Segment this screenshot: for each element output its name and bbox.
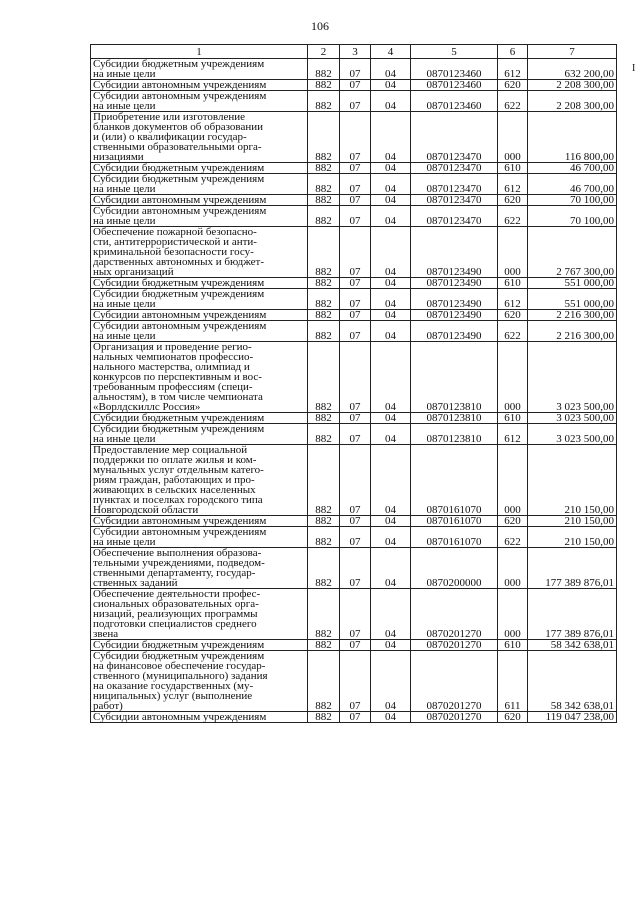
row-name-line: Субсидии бюджетным учреждениям bbox=[93, 639, 265, 651]
column-number: 5 bbox=[411, 45, 498, 59]
column-number: 2 bbox=[308, 45, 340, 59]
target-item-code: 0870123470 bbox=[411, 174, 498, 195]
table-row bbox=[91, 289, 617, 310]
target-item-code: 0870123490 bbox=[411, 289, 498, 310]
amount: 210 150,00 bbox=[528, 445, 617, 516]
row-name-line: конкурсов по перспективным и вос- bbox=[93, 371, 262, 383]
row-name-line: ниципальных) услуг (выполнение bbox=[93, 690, 253, 702]
ministry-code: 882 bbox=[308, 589, 340, 640]
row-name bbox=[91, 651, 308, 712]
target-item-code: 0870123460 bbox=[411, 80, 498, 91]
amount: 119 047 238,00 bbox=[528, 712, 617, 723]
budget-table bbox=[90, 44, 617, 723]
margin-mark: I bbox=[632, 63, 636, 74]
ministry-code: 882 bbox=[308, 640, 340, 651]
row-name-line: на оказание государственных (му- bbox=[93, 680, 254, 692]
section-code: 07 bbox=[340, 548, 371, 589]
ministry-code: 882 bbox=[308, 80, 340, 91]
target-item-code: 0870123810 bbox=[411, 424, 498, 445]
row-name-line: дарственных автономных и бюджет- bbox=[93, 256, 265, 268]
ministry-code: 882 bbox=[308, 342, 340, 413]
row-name-line: риям граждан, работающих и про- bbox=[93, 474, 255, 486]
row-name bbox=[91, 227, 308, 278]
section-code: 07 bbox=[340, 321, 371, 342]
table-row bbox=[91, 640, 617, 651]
row-name-line: бланков документов об образовании bbox=[93, 121, 263, 133]
row-name bbox=[91, 206, 308, 227]
row-name bbox=[91, 321, 308, 342]
row-name-line: ственного (муниципального) задания bbox=[93, 670, 268, 682]
section-code: 07 bbox=[340, 80, 371, 91]
row-name-line: мунальных услуг отдельным катего- bbox=[93, 464, 264, 476]
row-name-line: на иные цели bbox=[93, 330, 156, 342]
expense-type-code: 620 bbox=[498, 80, 528, 91]
target-item-code: 0870201270 bbox=[411, 640, 498, 651]
row-name-line: звена bbox=[93, 628, 119, 640]
target-item-code: 0870123470 bbox=[411, 163, 498, 174]
amount: 2 208 300,00 bbox=[528, 91, 617, 112]
subsection-code: 04 bbox=[371, 174, 411, 195]
row-name bbox=[91, 278, 308, 289]
row-name-line: живающих в сельских населенных bbox=[93, 484, 256, 496]
section-code: 07 bbox=[340, 424, 371, 445]
table-row bbox=[91, 59, 617, 80]
row-name-line: на финансовое обеспечение государ- bbox=[93, 660, 266, 672]
section-code: 07 bbox=[340, 445, 371, 516]
table-row bbox=[91, 227, 617, 278]
row-name-line: на иные цели bbox=[93, 215, 156, 227]
expense-type-code: 000 bbox=[498, 445, 528, 516]
subsection-code: 04 bbox=[371, 91, 411, 112]
row-name-line: Субсидии бюджетным учреждениям bbox=[93, 162, 265, 174]
table-row bbox=[91, 589, 617, 640]
row-name-line: сиональных образовательных орга- bbox=[93, 598, 259, 610]
subsection-code: 04 bbox=[371, 321, 411, 342]
target-item-code: 0870201270 bbox=[411, 589, 498, 640]
row-name-line: Новгородской области bbox=[93, 504, 199, 516]
amount: 3 023 500,00 bbox=[528, 413, 617, 424]
ministry-code: 882 bbox=[308, 206, 340, 227]
row-name-line: Субсидии автономным учреждениям bbox=[93, 711, 267, 723]
table-row bbox=[91, 712, 617, 723]
ministry-code: 882 bbox=[308, 516, 340, 527]
column-number: 4 bbox=[371, 45, 411, 59]
row-name-line: Приобретение или изготовление bbox=[93, 111, 245, 123]
target-item-code: 0870123470 bbox=[411, 195, 498, 206]
table-row bbox=[91, 112, 617, 163]
row-name-line: Обеспечение деятельности профес- bbox=[93, 588, 261, 600]
row-name-line: ственных заданий bbox=[93, 577, 178, 589]
section-code: 07 bbox=[340, 163, 371, 174]
row-name-line: нальных чемпионатов профессио- bbox=[93, 351, 254, 363]
subsection-code: 04 bbox=[371, 527, 411, 548]
expense-type-code: 000 bbox=[498, 548, 528, 589]
row-name-line: Предоставление мер социальной bbox=[93, 444, 248, 456]
target-item-code: 0870123470 bbox=[411, 112, 498, 163]
amount: 210 150,00 bbox=[528, 527, 617, 548]
column-number: 3 bbox=[340, 45, 371, 59]
row-name-line: Субсидии бюджетным учреждениям bbox=[93, 288, 265, 300]
row-name-line: Субсидии бюджетным учреждениям bbox=[93, 412, 265, 424]
ministry-code: 882 bbox=[308, 424, 340, 445]
expense-type-code: 622 bbox=[498, 206, 528, 227]
expense-type-code: 620 bbox=[498, 195, 528, 206]
expense-type-code: 610 bbox=[498, 413, 528, 424]
subsection-code: 04 bbox=[371, 112, 411, 163]
column-number-row bbox=[91, 45, 617, 59]
row-name-line: на иные цели bbox=[93, 68, 156, 80]
section-code: 07 bbox=[340, 516, 371, 527]
expense-type-code: 610 bbox=[498, 163, 528, 174]
row-name bbox=[91, 548, 308, 589]
row-name bbox=[91, 516, 308, 527]
row-name-line: Организация и проведение регио- bbox=[93, 341, 252, 353]
table-row bbox=[91, 527, 617, 548]
column-number: 1 bbox=[91, 45, 308, 59]
expense-type-code: 620 bbox=[498, 712, 528, 723]
row-name bbox=[91, 640, 308, 651]
subsection-code: 04 bbox=[371, 278, 411, 289]
amount: 70 100,00 bbox=[528, 195, 617, 206]
subsection-code: 04 bbox=[371, 195, 411, 206]
amount: 46 700,00 bbox=[528, 174, 617, 195]
subsection-code: 04 bbox=[371, 413, 411, 424]
row-name-line: ных организаций bbox=[93, 266, 174, 278]
section-code: 07 bbox=[340, 413, 371, 424]
ministry-code: 882 bbox=[308, 548, 340, 589]
table-row bbox=[91, 206, 617, 227]
row-name-line: требованным профессиям (специ- bbox=[93, 381, 253, 393]
table-row bbox=[91, 163, 617, 174]
amount: 3 023 500,00 bbox=[528, 342, 617, 413]
amount: 116 800,00 bbox=[528, 112, 617, 163]
expense-type-code: 612 bbox=[498, 174, 528, 195]
amount: 2 216 300,00 bbox=[528, 321, 617, 342]
subsection-code: 04 bbox=[371, 289, 411, 310]
table-row bbox=[91, 342, 617, 413]
expense-type-code: 612 bbox=[498, 59, 528, 80]
subsection-code: 04 bbox=[371, 342, 411, 413]
section-code: 07 bbox=[340, 206, 371, 227]
row-name bbox=[91, 112, 308, 163]
expense-type-code: 610 bbox=[498, 278, 528, 289]
section-code: 07 bbox=[340, 310, 371, 321]
ministry-code: 882 bbox=[308, 310, 340, 321]
expense-type-code: 000 bbox=[498, 342, 528, 413]
expense-type-code: 000 bbox=[498, 589, 528, 640]
row-name bbox=[91, 310, 308, 321]
row-name bbox=[91, 289, 308, 310]
table-row bbox=[91, 548, 617, 589]
expense-type-code: 610 bbox=[498, 640, 528, 651]
budget-table-body bbox=[91, 45, 617, 723]
row-name bbox=[91, 80, 308, 91]
row-name-line: ственными департаменту, государ- bbox=[93, 567, 256, 579]
ministry-code: 882 bbox=[308, 91, 340, 112]
column-number: 7 bbox=[528, 45, 617, 59]
section-code: 07 bbox=[340, 527, 371, 548]
row-name-line: «Ворлдскиллс Россия» bbox=[93, 401, 201, 413]
row-name-line: Субсидии бюджетным учреждениям bbox=[93, 58, 265, 70]
section-code: 07 bbox=[340, 59, 371, 80]
row-name-line: Субсидии автономным учреждениям bbox=[93, 79, 267, 91]
row-name-line: поддержки по оплате жилья и ком- bbox=[93, 454, 257, 466]
ministry-code: 882 bbox=[308, 413, 340, 424]
amount: 632 200,00 bbox=[528, 59, 617, 80]
expense-type-code: 622 bbox=[498, 91, 528, 112]
row-name-line: и (или) о квалификации государ- bbox=[93, 131, 247, 143]
subsection-code: 04 bbox=[371, 589, 411, 640]
target-item-code: 0870123490 bbox=[411, 227, 498, 278]
ministry-code: 882 bbox=[308, 227, 340, 278]
ministry-code: 882 bbox=[308, 712, 340, 723]
row-name-line: Субсидии автономным учреждениям bbox=[93, 320, 267, 332]
subsection-code: 04 bbox=[371, 516, 411, 527]
amount: 3 023 500,00 bbox=[528, 424, 617, 445]
row-name-line: нального мастерства, олимпиад и bbox=[93, 361, 250, 373]
row-name bbox=[91, 59, 308, 80]
row-name-line: пунктах и поселках городского типа bbox=[93, 494, 263, 506]
subsection-code: 04 bbox=[371, 651, 411, 712]
row-name-line: сти, антитеррористической и анти- bbox=[93, 236, 257, 248]
row-name-line: Субсидии автономным учреждениям bbox=[93, 205, 267, 217]
row-name-line: альностям), в том числе чемпионата bbox=[93, 391, 263, 403]
table-row bbox=[91, 651, 617, 712]
target-item-code: 0870123490 bbox=[411, 310, 498, 321]
row-name bbox=[91, 413, 308, 424]
ministry-code: 882 bbox=[308, 651, 340, 712]
table-row bbox=[91, 321, 617, 342]
row-name bbox=[91, 527, 308, 548]
section-code: 07 bbox=[340, 589, 371, 640]
ministry-code: 882 bbox=[308, 59, 340, 80]
target-item-code: 0870123460 bbox=[411, 91, 498, 112]
target-item-code: 0870123470 bbox=[411, 206, 498, 227]
row-name-line: низаций, реализующих программы bbox=[93, 608, 258, 620]
ministry-code: 882 bbox=[308, 289, 340, 310]
section-code: 07 bbox=[340, 289, 371, 310]
section-code: 07 bbox=[340, 278, 371, 289]
amount: 551 000,00 bbox=[528, 289, 617, 310]
row-name bbox=[91, 342, 308, 413]
table-row bbox=[91, 424, 617, 445]
amount: 58 342 638,01 bbox=[528, 640, 617, 651]
amount: 2 767 300,00 bbox=[528, 227, 617, 278]
table-row bbox=[91, 174, 617, 195]
row-name-line: Субсидии автономным учреждениям bbox=[93, 90, 267, 102]
subsection-code: 04 bbox=[371, 640, 411, 651]
expense-type-code: 612 bbox=[498, 424, 528, 445]
row-name-line: Субсидии автономным учреждениям bbox=[93, 194, 267, 206]
row-name-line: на иные цели bbox=[93, 298, 156, 310]
row-name-line: Субсидии автономным учреждениям bbox=[93, 526, 267, 538]
table-row bbox=[91, 516, 617, 527]
row-name-line: на иные цели bbox=[93, 100, 156, 112]
row-name-line: Субсидии автономным учреждениям bbox=[93, 515, 267, 527]
row-name-line: тельными учреждениями, подведом- bbox=[93, 557, 265, 569]
target-item-code: 0870123460 bbox=[411, 59, 498, 80]
subsection-code: 04 bbox=[371, 227, 411, 278]
ministry-code: 882 bbox=[308, 174, 340, 195]
amount: 177 389 876,01 bbox=[528, 548, 617, 589]
row-name bbox=[91, 163, 308, 174]
target-item-code: 0870161070 bbox=[411, 445, 498, 516]
row-name-line: низациями bbox=[93, 151, 144, 163]
row-name-line: на иные цели bbox=[93, 183, 156, 195]
subsection-code: 04 bbox=[371, 59, 411, 80]
row-name bbox=[91, 589, 308, 640]
section-code: 07 bbox=[340, 640, 371, 651]
expense-type-code: 622 bbox=[498, 321, 528, 342]
section-code: 07 bbox=[340, 112, 371, 163]
row-name-line: работ) bbox=[93, 700, 123, 712]
ministry-code: 882 bbox=[308, 321, 340, 342]
target-item-code: 0870161070 bbox=[411, 527, 498, 548]
subsection-code: 04 bbox=[371, 206, 411, 227]
column-number: 6 bbox=[498, 45, 528, 59]
amount: 46 700,00 bbox=[528, 163, 617, 174]
target-item-code: 0870201270 bbox=[411, 712, 498, 723]
row-name bbox=[91, 424, 308, 445]
amount: 58 342 638,01 bbox=[528, 651, 617, 712]
target-item-code: 0870161070 bbox=[411, 516, 498, 527]
table-row bbox=[91, 80, 617, 91]
row-name-line: подготовки специалистов среднего bbox=[93, 618, 257, 630]
amount: 551 000,00 bbox=[528, 278, 617, 289]
amount: 2 208 300,00 bbox=[528, 80, 617, 91]
expense-type-code: 612 bbox=[498, 289, 528, 310]
row-name-line: Субсидии бюджетным учреждениям bbox=[93, 173, 265, 185]
ministry-code: 882 bbox=[308, 527, 340, 548]
row-name-line: Субсидии бюджетным учреждениям bbox=[93, 650, 265, 662]
target-item-code: 0870201270 bbox=[411, 651, 498, 712]
subsection-code: 04 bbox=[371, 163, 411, 174]
target-item-code: 0870123490 bbox=[411, 321, 498, 342]
ministry-code: 882 bbox=[308, 163, 340, 174]
ministry-code: 882 bbox=[308, 278, 340, 289]
expense-type-code: 620 bbox=[498, 310, 528, 321]
expense-type-code: 622 bbox=[498, 527, 528, 548]
table-row bbox=[91, 445, 617, 516]
row-name-line: Обеспечение выполнения образова- bbox=[93, 547, 262, 559]
target-item-code: 0870200000 bbox=[411, 548, 498, 589]
page-number: 106 bbox=[311, 19, 329, 33]
section-code: 07 bbox=[340, 227, 371, 278]
expense-type-code: 000 bbox=[498, 227, 528, 278]
amount: 70 100,00 bbox=[528, 206, 617, 227]
subsection-code: 04 bbox=[371, 712, 411, 723]
subsection-code: 04 bbox=[371, 310, 411, 321]
section-code: 07 bbox=[340, 342, 371, 413]
row-name-line: Обеспечение пожарной безопасно- bbox=[93, 226, 257, 238]
row-name-line: Субсидии автономным учреждениям bbox=[93, 309, 267, 321]
row-name bbox=[91, 445, 308, 516]
row-name bbox=[91, 174, 308, 195]
ministry-code: 882 bbox=[308, 445, 340, 516]
subsection-code: 04 bbox=[371, 548, 411, 589]
expense-type-code: 000 bbox=[498, 112, 528, 163]
row-name-line: на иные цели bbox=[93, 536, 156, 548]
table-row bbox=[91, 91, 617, 112]
table-row bbox=[91, 310, 617, 321]
amount: 210 150,00 bbox=[528, 516, 617, 527]
table-row bbox=[91, 278, 617, 289]
table-row bbox=[91, 195, 617, 206]
subsection-code: 04 bbox=[371, 424, 411, 445]
ministry-code: 882 bbox=[308, 195, 340, 206]
expense-type-code: 611 bbox=[498, 651, 528, 712]
row-name-line: ственными образовательными орга- bbox=[93, 141, 262, 153]
subsection-code: 04 bbox=[371, 445, 411, 516]
amount: 2 216 300,00 bbox=[528, 310, 617, 321]
subsection-code: 04 bbox=[371, 80, 411, 91]
table-row bbox=[91, 413, 617, 424]
row-name-line: на иные цели bbox=[93, 433, 156, 445]
row-name-line: Субсидии бюджетным учреждениям bbox=[93, 277, 265, 289]
ministry-code: 882 bbox=[308, 112, 340, 163]
row-name-line: криминальной безопасности госу- bbox=[93, 246, 254, 258]
target-item-code: 0870123810 bbox=[411, 413, 498, 424]
expense-type-code: 620 bbox=[498, 516, 528, 527]
target-item-code: 0870123810 bbox=[411, 342, 498, 413]
section-code: 07 bbox=[340, 174, 371, 195]
row-name-line: Субсидии бюджетным учреждениям bbox=[93, 423, 265, 435]
row-name bbox=[91, 91, 308, 112]
section-code: 07 bbox=[340, 651, 371, 712]
target-item-code: 0870123490 bbox=[411, 278, 498, 289]
section-code: 07 bbox=[340, 195, 371, 206]
row-name bbox=[91, 712, 308, 723]
section-code: 07 bbox=[340, 91, 371, 112]
row-name bbox=[91, 195, 308, 206]
section-code: 07 bbox=[340, 712, 371, 723]
amount: 177 389 876,01 bbox=[528, 589, 617, 640]
